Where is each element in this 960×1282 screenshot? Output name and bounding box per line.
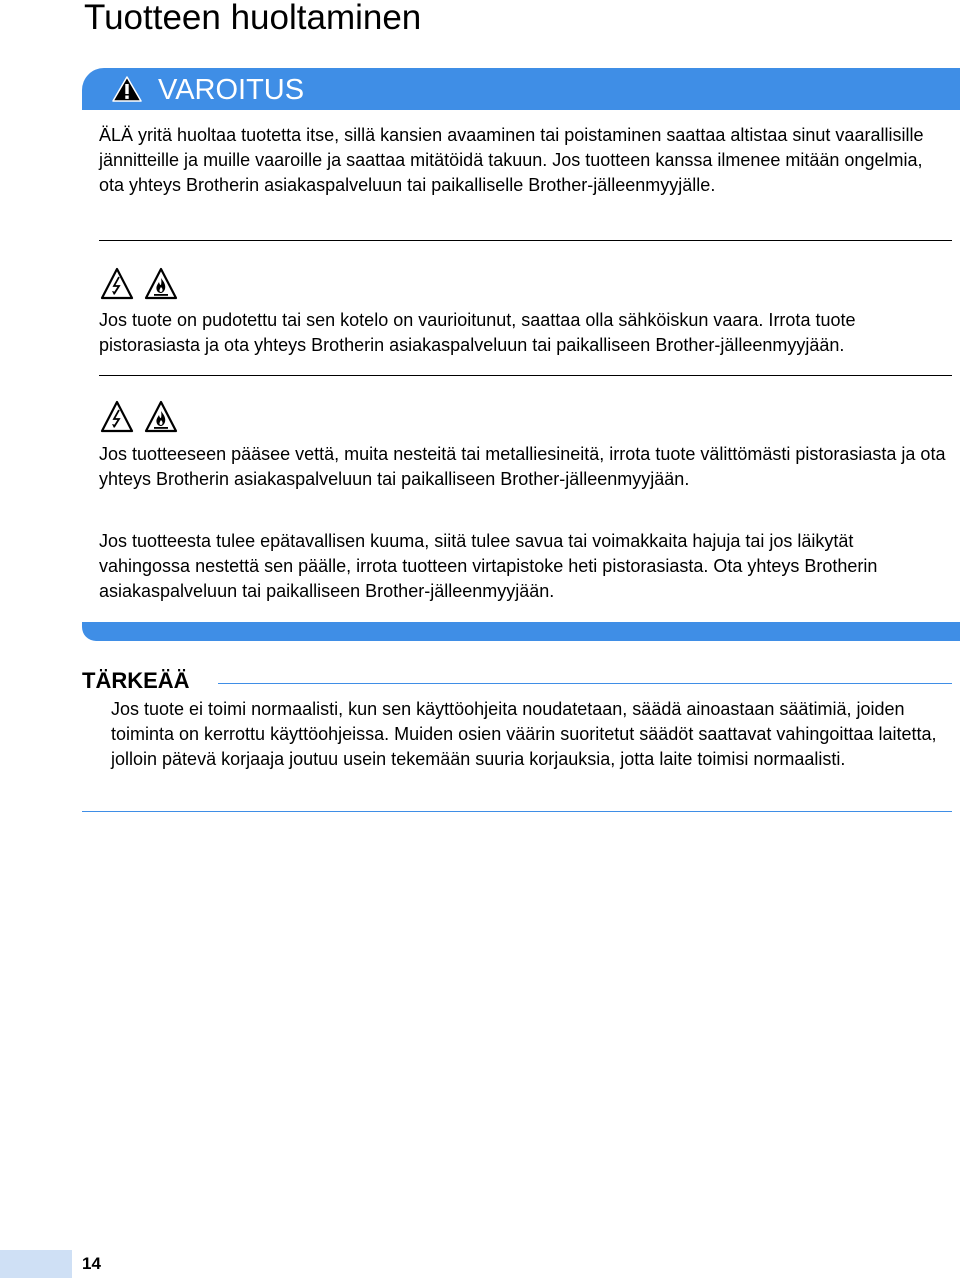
page-number: 14: [82, 1254, 101, 1273]
warning-triangle-icon: [112, 76, 142, 102]
hazard-icons: [100, 267, 178, 303]
important-heading: TÄRKEÄÄ: [82, 668, 190, 693]
page-title: Tuotteen huoltaminen: [84, 0, 422, 37]
fire-hazard-icon: [144, 267, 178, 301]
electric-shock-hazard-icon: [100, 267, 134, 301]
divider: [99, 240, 952, 241]
warning-banner: [82, 68, 960, 110]
hazard-icons: [100, 400, 178, 436]
electric-shock-hazard-icon: [100, 400, 134, 434]
hazard-text-2: Jos tuotteeseen pääsee vettä, muita nesteitä tai metalliesineitä, irrota tuote välittömästi pistorasiasta ja ota yhteys Brotherin asiakaspalveluun tai paikalliseen Brother-jälleenmyyjään.: [99, 444, 946, 489]
warning-extra: Jos tuotteesta tulee epätavallisen kuuma, siitä tulee savua tai voimakkaita hajuja tai jos läikytät vahingossa nestettä sen päälle, irrota tuotteen virtapistoke heti pistorasiasta. Ota yhteys Brotherin asiakaspalveluun tai paikalliseen Brother-jälleenmyyjään.: [99, 531, 878, 601]
hazard-text-1: Jos tuote on pudotettu tai sen kotelo on vaurioitunut, saattaa olla sähköiskun vaara. Irrota tuote pistorasiasta ja ota yhteys Brotherin asiakaspalveluun tai paikalliseen Brother-jälleenmyyjään.: [99, 310, 856, 355]
warning-intro: ÄLÄ yritä huoltaa tuotetta itse, sillä kansien avaaminen tai poistaminen saattaa altistaa sinut vaarallisille jännitteille ja muille vaaroille ja saattaa mitätöidä takuun. Jos tuotteen kanssa ilmenee mitään ongelmia, ota yhteys Brotherin asiakaspalveluun tai paikalliselle Brother-jälleenmyyjälle.: [99, 125, 924, 195]
divider: [99, 375, 952, 376]
important-text: Jos tuote ei toimi normaalisti, kun sen käyttöohjeita noudatetaan, säädä ainoastaan säätimiä, joiden toiminta on kerrottu käyttöohjeissa. Muiden osien väärin suoritetut säädöt saattavat vahingoittaa laitetta, jolloin pätevä korjaaja joutuu usein tekemään suuria korjauksia, jotta laite toimisi normaalisti.: [111, 699, 937, 769]
important-bottom-divider: [82, 811, 952, 812]
page-number-tab: [0, 1250, 72, 1278]
warning-label: VAROITUS: [158, 74, 305, 106]
fire-hazard-icon: [144, 400, 178, 434]
important-divider: [218, 683, 952, 684]
warning-bottom-bar: [82, 622, 960, 641]
